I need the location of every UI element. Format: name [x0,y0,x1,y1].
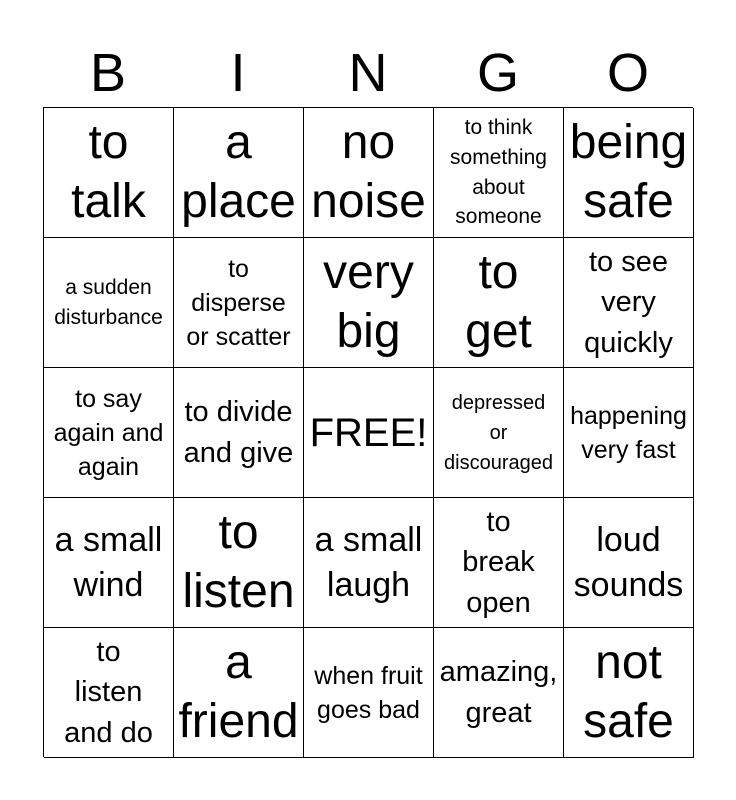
bingo-cell[interactable] [434,368,564,498]
bingo-cell[interactable] [174,628,304,758]
cell-text: a small laugh [314,521,423,604]
bingo-cell[interactable] [44,238,174,368]
bingo-cell[interactable] [174,498,304,628]
bingo-cell[interactable] [174,368,304,498]
cell-text: no noise [311,115,426,228]
bingo-cell[interactable] [564,368,694,498]
cell-text: to say again and again [53,384,164,481]
bingo-cell[interactable] [564,628,694,758]
cell-text: loud sounds [573,521,684,604]
cell-text: not safe [583,635,674,748]
bingo-cell[interactable] [304,628,434,758]
cell-text: a place [181,115,296,228]
bingo-cell[interactable] [44,108,174,238]
cell-text: a small wind [54,521,163,604]
cell-text: being safe [569,115,688,228]
cell-text: to listen [182,505,295,618]
bingo-cell[interactable] [434,108,564,238]
header-letter-b: B [89,43,127,103]
free-space[interactable] [304,368,434,498]
bingo-cell[interactable] [434,498,564,628]
cell-text: to talk [71,115,146,228]
cell-text: amazing, great [439,655,558,729]
cell-text: to see very quickly [584,245,673,359]
bingo-cell[interactable] [434,238,564,368]
bingo-cell[interactable] [564,498,694,628]
bingo-cell[interactable] [564,108,694,238]
cell-text: to disperse or scatter [186,254,291,351]
header-letter-g: G [476,43,519,103]
header-letter-n: N [348,43,388,103]
cell-text: to listen and do [64,635,153,749]
header-letter-o: O [606,43,649,103]
bingo-board [43,107,693,757]
cell-text: depressed or discouraged [444,391,553,474]
bingo-cell[interactable] [434,628,564,758]
cell-text: to get [465,245,532,358]
cell-text: very big [323,245,414,358]
bingo-cell[interactable] [174,238,304,368]
cell-text: a sudden disturbance [54,275,163,329]
bingo-cell[interactable] [44,628,174,758]
bingo-cell[interactable] [174,108,304,238]
header-letter-i: I [230,43,246,103]
cell-text: to break open [462,505,535,619]
bingo-cell[interactable] [304,108,434,238]
bingo-cell[interactable] [564,238,694,368]
bingo-header [43,38,693,108]
cell-text: happening very fast [570,401,687,464]
bingo-cell[interactable] [304,498,434,628]
cell-text: when fruit goes bad [314,661,423,724]
free-space-text: FREE! [309,410,428,455]
bingo-cell[interactable] [44,498,174,628]
cell-text: a friend [178,635,299,748]
cell-text: to divide and give [183,395,294,469]
bingo-cell[interactable] [44,368,174,498]
bingo-cell[interactable] [304,238,434,368]
cell-text: to think something about someone [450,115,547,229]
